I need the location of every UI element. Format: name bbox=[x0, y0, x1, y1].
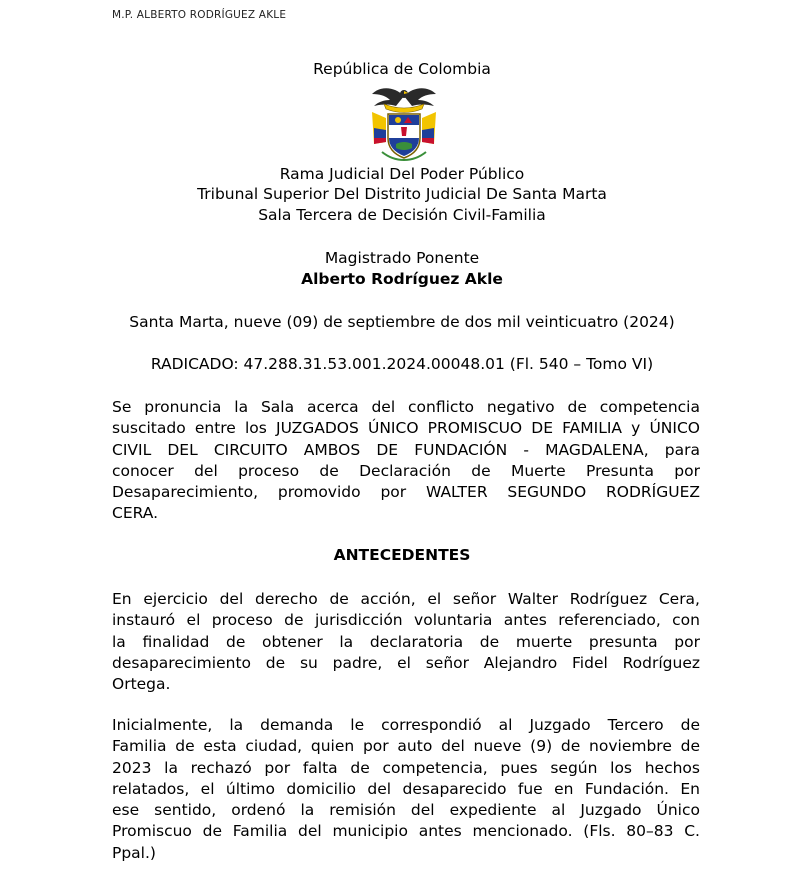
paragraph-line: Familia de esta ciudad, quien por auto del nueve (9) de noviembre de bbox=[112, 737, 700, 756]
magistrate-name: Alberto Rodríguez Akle bbox=[301, 270, 503, 288]
paragraph-line: relatados, el último domicilio del desaparecido fue en Fundación. En bbox=[112, 779, 700, 798]
institution-line-1: Rama Judicial Del Poder Público bbox=[279, 165, 525, 183]
paragraph-line: CIVIL DEL CIRCUITO AMBOS DE FUNDACIÓN - MAGDALENA, para bbox=[112, 440, 700, 459]
running-header: M.P. ALBERTO RODRÍGUEZ AKLE bbox=[112, 9, 287, 21]
intro-paragraph bbox=[112, 397, 700, 525]
paragraph-line: suscitado entre los JUZGADOS ÚNICO PROMISCUO DE FAMILIA y ÚNICO bbox=[112, 419, 700, 438]
paragraph-line: instauró el proceso de jurisdicción voluntaria antes referenciado, con bbox=[112, 611, 700, 630]
paragraph-line: la finalidad de obtener la declaratoria de muerte presunta por bbox=[112, 632, 700, 651]
colombia-coat-of-arms-icon bbox=[368, 82, 440, 162]
paragraph-line: En ejercicio del derecho de acción, el señor Walter Rodríguez Cera, bbox=[112, 590, 700, 608]
magistrate-label: Magistrado Ponente bbox=[324, 249, 480, 267]
paragraph-line: Promiscuo de Familia del municipio antes mencionado. (Fls. 80–83 C. bbox=[112, 822, 700, 841]
paragraph-line: ese sentido, ordenó la remisión del expediente al Juzgado Único bbox=[112, 801, 700, 820]
paragraph-line: 2023 la rechazó por falta de competencia, pues según los hechos bbox=[112, 758, 700, 777]
institution-line-3: Sala Tercera de Decisión Civil-Familia bbox=[258, 206, 546, 224]
paragraph-line: Ppal.) bbox=[112, 843, 156, 862]
antecedentes-paragraph-1 bbox=[112, 589, 700, 695]
antecedentes-paragraph-2 bbox=[112, 715, 700, 864]
paragraph-line: CERA. bbox=[112, 504, 159, 523]
paragraph-line: Inicialmente, la demanda le correspondió al Juzgado Tercero de bbox=[112, 716, 700, 734]
paragraph-line: conocer del proceso de Declaración de Muerte Presunta por bbox=[112, 461, 700, 480]
section-title: ANTECEDENTES bbox=[333, 546, 471, 564]
paragraph-line: Desaparecimiento, promovido por WALTER SEGUNDO RODRÍGUEZ bbox=[112, 483, 700, 502]
country-name: República de Colombia bbox=[313, 60, 491, 78]
paragraph-line: Se pronuncia la Sala acerca del conflicto negativo de competencia bbox=[112, 398, 700, 416]
institution-line-2: Tribunal Superior Del Distrito Judicial De Santa Marta bbox=[197, 185, 607, 203]
radicado-line: RADICADO: 47.288.31.53.001.2024.00048.01 (Fl. 540 – Tomo VI) bbox=[150, 355, 654, 373]
paragraph-line: Ortega. bbox=[112, 675, 171, 694]
paragraph-line: desaparecimiento de su padre, el señor Alejandro Fidel Rodríguez bbox=[112, 653, 700, 672]
date-line: Santa Marta, nueve (09) de septiembre de dos mil veinticuatro (2024) bbox=[129, 313, 675, 331]
